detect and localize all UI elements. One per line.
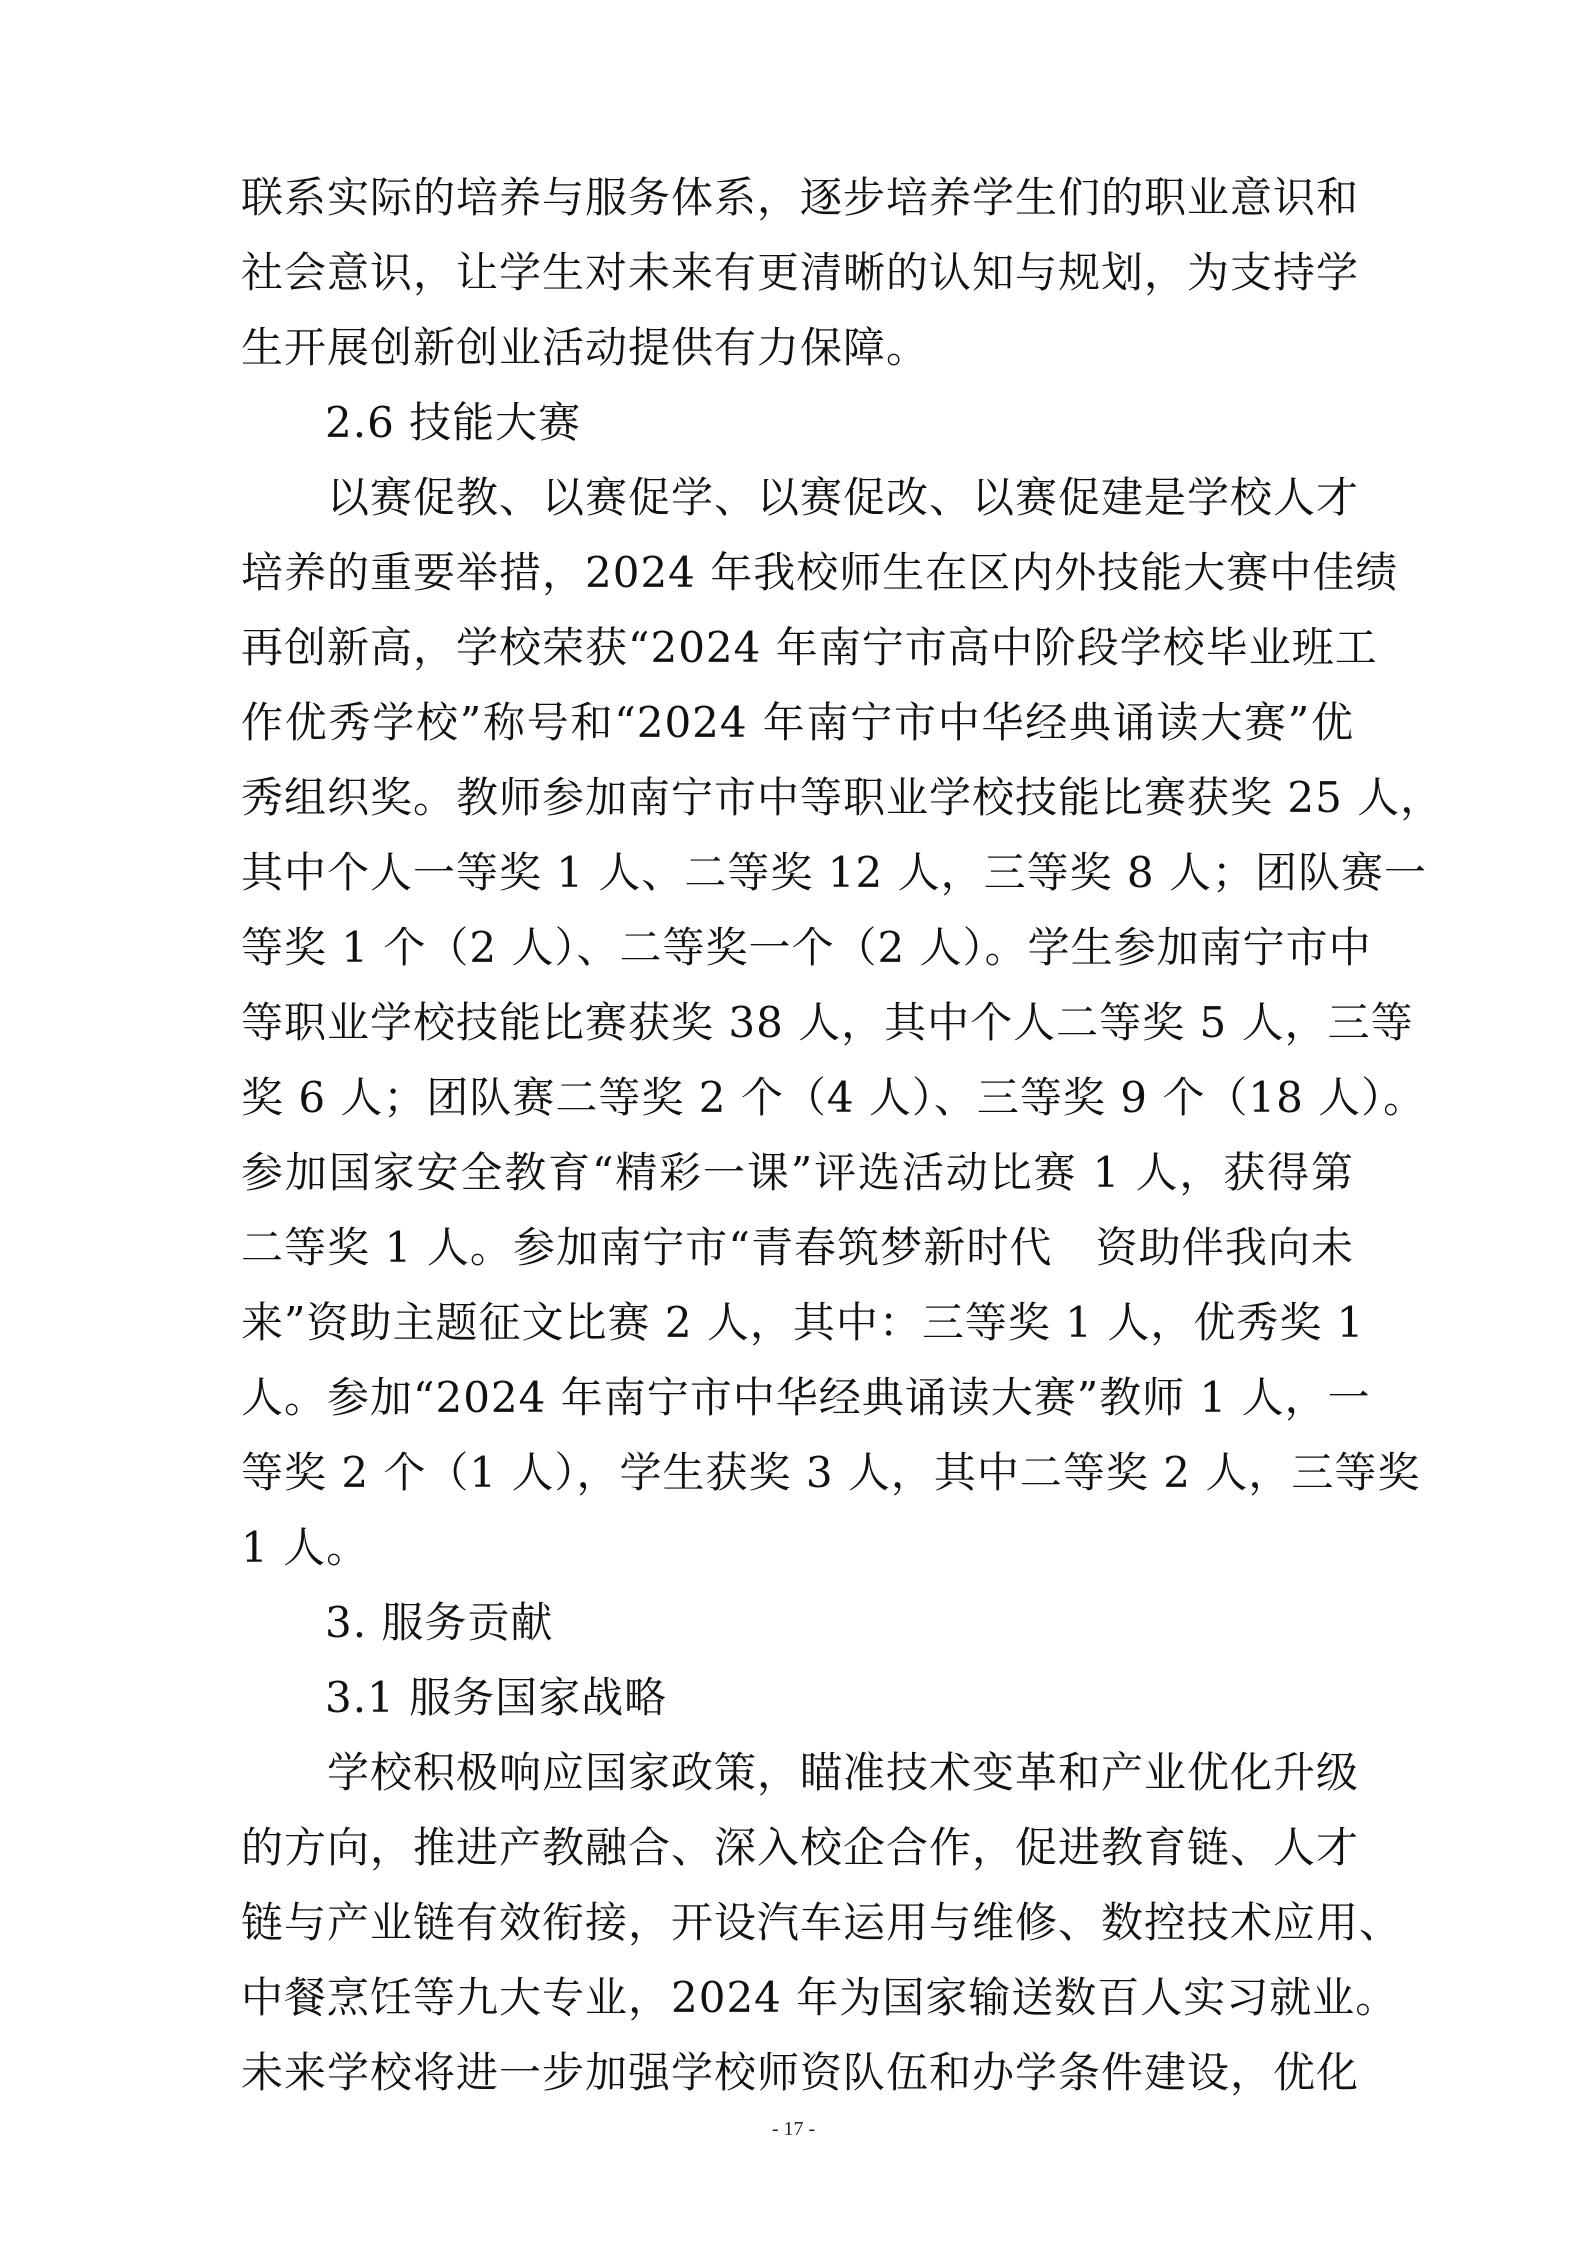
text-line: 中餐烹饪等九大专业，2024 年为国家输送数百人实习就业。	[241, 1973, 1399, 2022]
text-line: 等职业学校技能比赛获奖 38 人，其中个人二等奖 5 人，三等	[241, 998, 1414, 1047]
text-line: 链与产业链有效衔接，开设汽车运用与维修、数控技术应用、	[241, 1898, 1403, 1947]
text-line: 的方向，推进产教融合、深入校企合作，促进教育链、人才	[241, 1823, 1360, 1872]
text-line: 培养的重要举措，2024 年我校师生在区内外技能大赛中佳绩	[241, 548, 1399, 597]
text-line: 社会意识，让学生对未来有更清晰的认知与规划，为支持学	[241, 248, 1360, 297]
text-line: 生开展创新创业活动提供有力保障。	[241, 323, 930, 372]
text-line: 学校积极响应国家政策，瞄准技术变革和产业优化升级	[241, 1748, 1360, 1797]
text-line: 等奖 2 个（1 人），学生获奖 3 人，其中二等奖 2 人，三等奖	[241, 1448, 1421, 1497]
text-line: 奖 6 人；团队赛二等奖 2 个（4 人）、三等奖 9 个（18 人）。	[241, 1073, 1427, 1122]
text-line: 以赛促教、以赛促学、以赛促改、以赛促建是学校人才	[241, 473, 1360, 522]
text-line: 联系实际的培养与服务体系，逐步培养学生们的职业意识和	[241, 173, 1360, 222]
text-line: 等奖 1 个（2 人）、二等奖一个（2 人）。学生参加南宁市中	[241, 923, 1372, 972]
section-heading: 3.1 服务国家战略	[325, 1673, 668, 1722]
text-line: 未来学校将进一步加强学校师资队伍和办学条件建设，优化	[241, 2048, 1360, 2097]
paragraph	[241, 1735, 1403, 2110]
page-content	[241, 160, 1444, 2110]
page-number: - 17 -	[771, 2118, 816, 2140]
section-heading: 3. 服务贡献	[325, 1598, 554, 1647]
text-line: 其中个人一等奖 1 人、二等奖 12 人，三等奖 8 人；团队赛一	[241, 848, 1427, 897]
text-line: 来”资助主题征文比赛 2 人，其中：三等奖 1 人，优秀奖 1	[241, 1298, 1365, 1347]
text-line: 秀组织奖。教师参加南宁市中等职业学校技能比赛获奖 25 人，	[241, 773, 1444, 822]
text-line: 1 人。	[241, 1523, 370, 1572]
paragraph	[241, 460, 1444, 1585]
text-line: 参加国家安全教育“精彩一课”评选活动比赛 1 人，获得第	[241, 1148, 1354, 1197]
text-line: 作优秀学校”称号和“2024 年南宁市中华经典诵读大赛”优	[241, 698, 1354, 747]
paragraph	[241, 160, 1360, 385]
text-line: 二等奖 1 人。参加南宁市“青春筑梦新时代 资助伴我向未	[241, 1223, 1354, 1272]
text-line: 再创新高，学校荣获“2024 年南宁市高中阶段学校毕业班工	[241, 623, 1378, 672]
section-heading: 2.6 技能大赛	[325, 398, 582, 447]
text-line: 人。参加“2024 年南宁市中华经典诵读大赛”教师 1 人，一	[241, 1373, 1371, 1422]
